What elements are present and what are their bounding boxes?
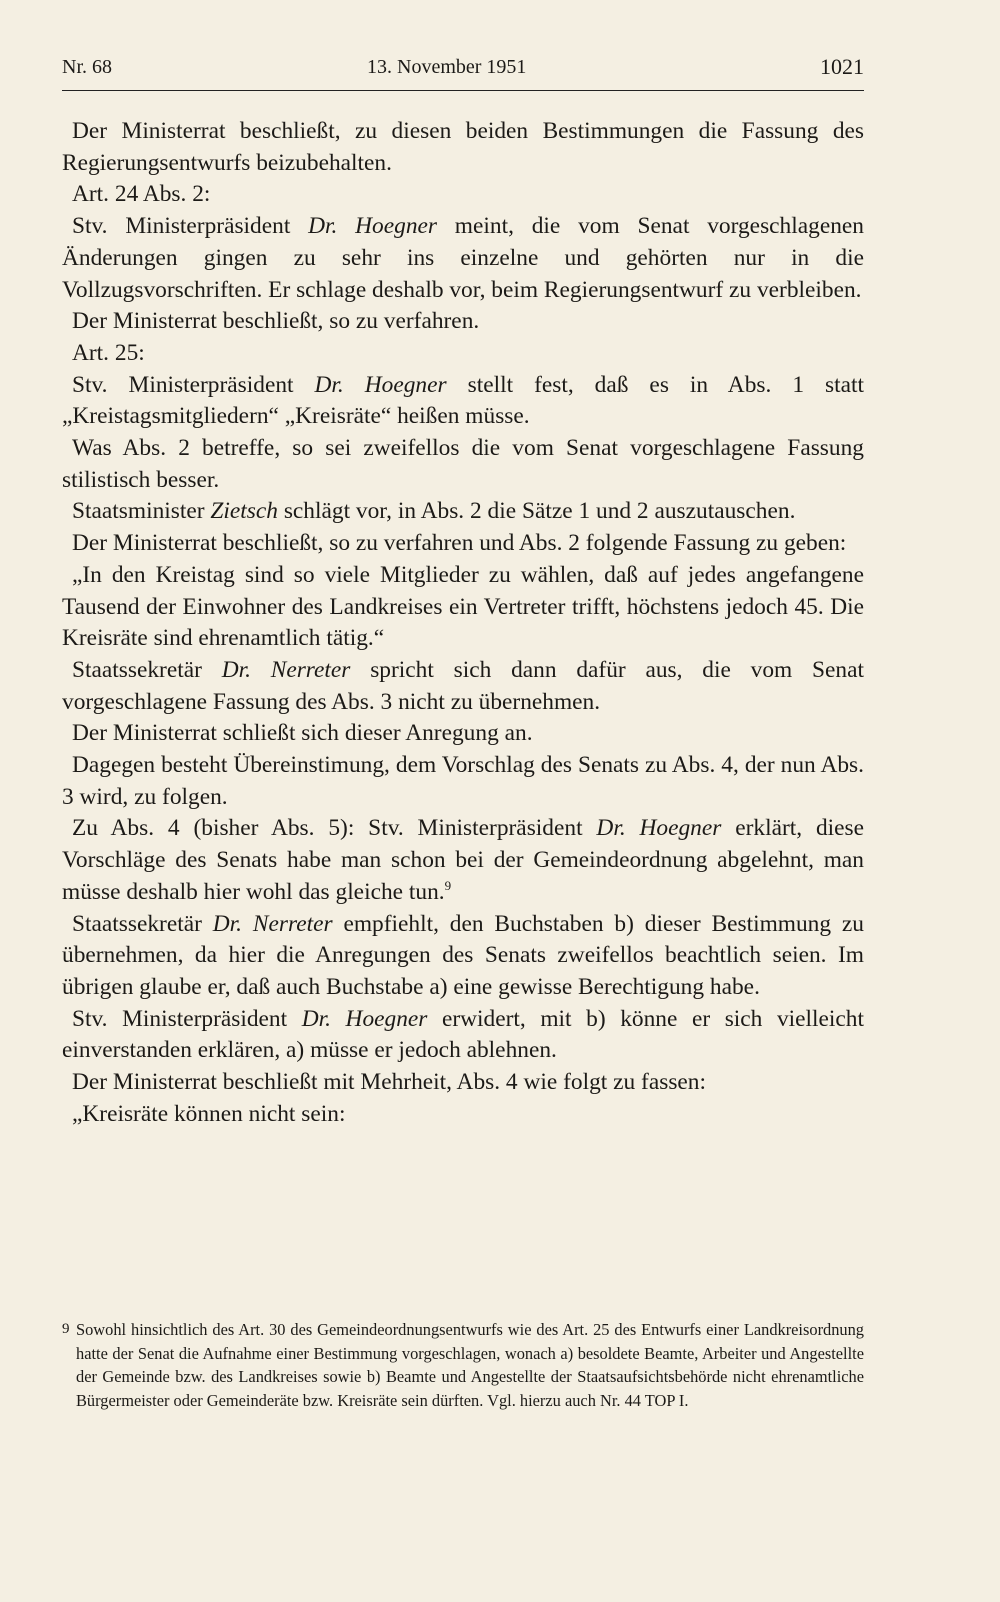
paragraph: Was Abs. 2 betreffe, so sei zweifellos die vom Senat vorgeschlagene Fassung stilistisch besser. bbox=[62, 435, 864, 493]
running-header bbox=[62, 52, 864, 91]
person-name: Dr. Hoegner bbox=[314, 371, 447, 398]
footnote-text: Sowohl hinsichtlich des Art. 30 des Gemeindeordnungsentwurfs wie des Art. 25 des Entwurfs einer Landkreisordnung hatte der Senat die Aufnahme einer Bestimmung vorgeschlagen, wonach a) besoldete Beamte, Arbeiter und Angestellte der Gemeinde bzw. des Landkreises sowie b) Beamte und Angestellte der Staatsaufsichtsbehörde nicht ehrenamtliche Bürgermeister oder Gemeinderäte bzw. Kreisräte sein dürften. Vgl. hierzu auch Nr. 44 TOP I. bbox=[76, 1320, 864, 1410]
person-name: Dr. Nerreter bbox=[212, 910, 333, 937]
quoted-paragraph: „Kreisräte können nicht sein: bbox=[72, 1100, 346, 1127]
paragraph: Stv. Ministerpräsident Dr. Hoegner stellt fest, daß es in Abs. 1 statt „Kreistagsmitgliedern“ „Kreisräte“ heißen müsse. bbox=[62, 371, 864, 430]
paragraph: Der Ministerrat beschließt mit Mehrheit, Abs. 4 wie folgt zu fassen: bbox=[72, 1069, 707, 1096]
main-text bbox=[62, 116, 864, 1131]
paragraph: Stv. Ministerpräsident Dr. Hoegner meint, die vom Senat vorgeschlagenen Änderungen gingen zu sehr ins einzelne und gehörten nur in die Vollzugsvorschriften. Er schlage deshalb vor, beim Regierungsentwurf zu verbleiben. bbox=[62, 213, 864, 303]
paragraph: Der Ministerrat beschließt, zu diesen beiden Bestimmungen die Fassung des Regierungsentwurfs beizubehalten. bbox=[62, 118, 864, 176]
paragraph: Stv. Ministerpräsident Dr. Hoegner erwidert, mit b) könne er sich vielleicht einverstanden erklären, a) müsse er jedoch ablehnen. bbox=[62, 1005, 864, 1064]
quoted-paragraph: „In den Kreistag sind so viele Mitglieder zu wählen, daß auf jedes angefangene Tausend der Einwohner des Landkreises ein Vertreter trifft, höchstens jedoch 45. Die Kreisräte sind ehrenamtlich tätig.“ bbox=[62, 561, 864, 652]
article-heading: Art. 24 Abs. 2: bbox=[72, 181, 211, 208]
issue-number: Nr. 68 bbox=[62, 56, 112, 78]
paragraph: Zu Abs. 4 (bisher Abs. 5): Stv. Ministerpräsident Dr. Hoegner erklärt, diese Vorschläge des Senats habe man schon bei der Gemeindeordnung abgelehnt, man müsse deshalb hier wohl das gleiche tun.$^9$ bbox=[62, 815, 865, 905]
person-name: Zietsch bbox=[210, 498, 278, 525]
paragraph: Staatsminister Zietsch schlägt vor, in Abs. 2 die Sätze 1 und 2 auszutauschen. bbox=[72, 498, 796, 525]
footnote bbox=[62, 1318, 864, 1412]
paragraph: Staatssekretär Dr. Nerreter spricht sich dann dafür aus, die vom Senat vorgeschlagene Fassung des Abs. 3 nicht zu übernehmen. bbox=[62, 656, 864, 715]
footnote-number: 9 bbox=[62, 1321, 70, 1337]
header-date: 13. November 1951 bbox=[367, 56, 527, 78]
paragraph: Der Ministerrat beschließt, so zu verfahren und Abs. 2 folgende Fassung zu geben: bbox=[72, 530, 847, 557]
paragraph: Staatssekretär Dr. Nerreter empfiehlt, den Buchstaben b) dieser Bestimmung zu übernehmen, da hier die Anregungen des Senats zweifellos beachtlich seien. Im übrigen glaube er, daß auch Buchstabe a) eine gewisse Berechtigung habe. bbox=[62, 910, 864, 1000]
person-name: Dr. Hoegner bbox=[301, 1005, 428, 1032]
paragraph: Der Ministerrat beschließt, so zu verfahren. bbox=[72, 308, 480, 335]
person-name: Dr. Nerreter bbox=[221, 656, 351, 683]
paragraph: Dagegen besteht Übereinstimung, dem Vorschlag des Senats zu Abs. 4, der nun Abs. 3 wird, zu folgen. bbox=[62, 752, 864, 810]
footnote-marker: 9 bbox=[444, 878, 452, 894]
person-name: Dr. Hoegner bbox=[596, 815, 722, 842]
page-number: 1021 bbox=[820, 54, 864, 79]
person-name: Dr. Hoegner bbox=[308, 213, 438, 240]
article-heading: Art. 25: bbox=[72, 339, 145, 366]
paragraph: Der Ministerrat schließt sich dieser Anregung an. bbox=[72, 720, 533, 747]
